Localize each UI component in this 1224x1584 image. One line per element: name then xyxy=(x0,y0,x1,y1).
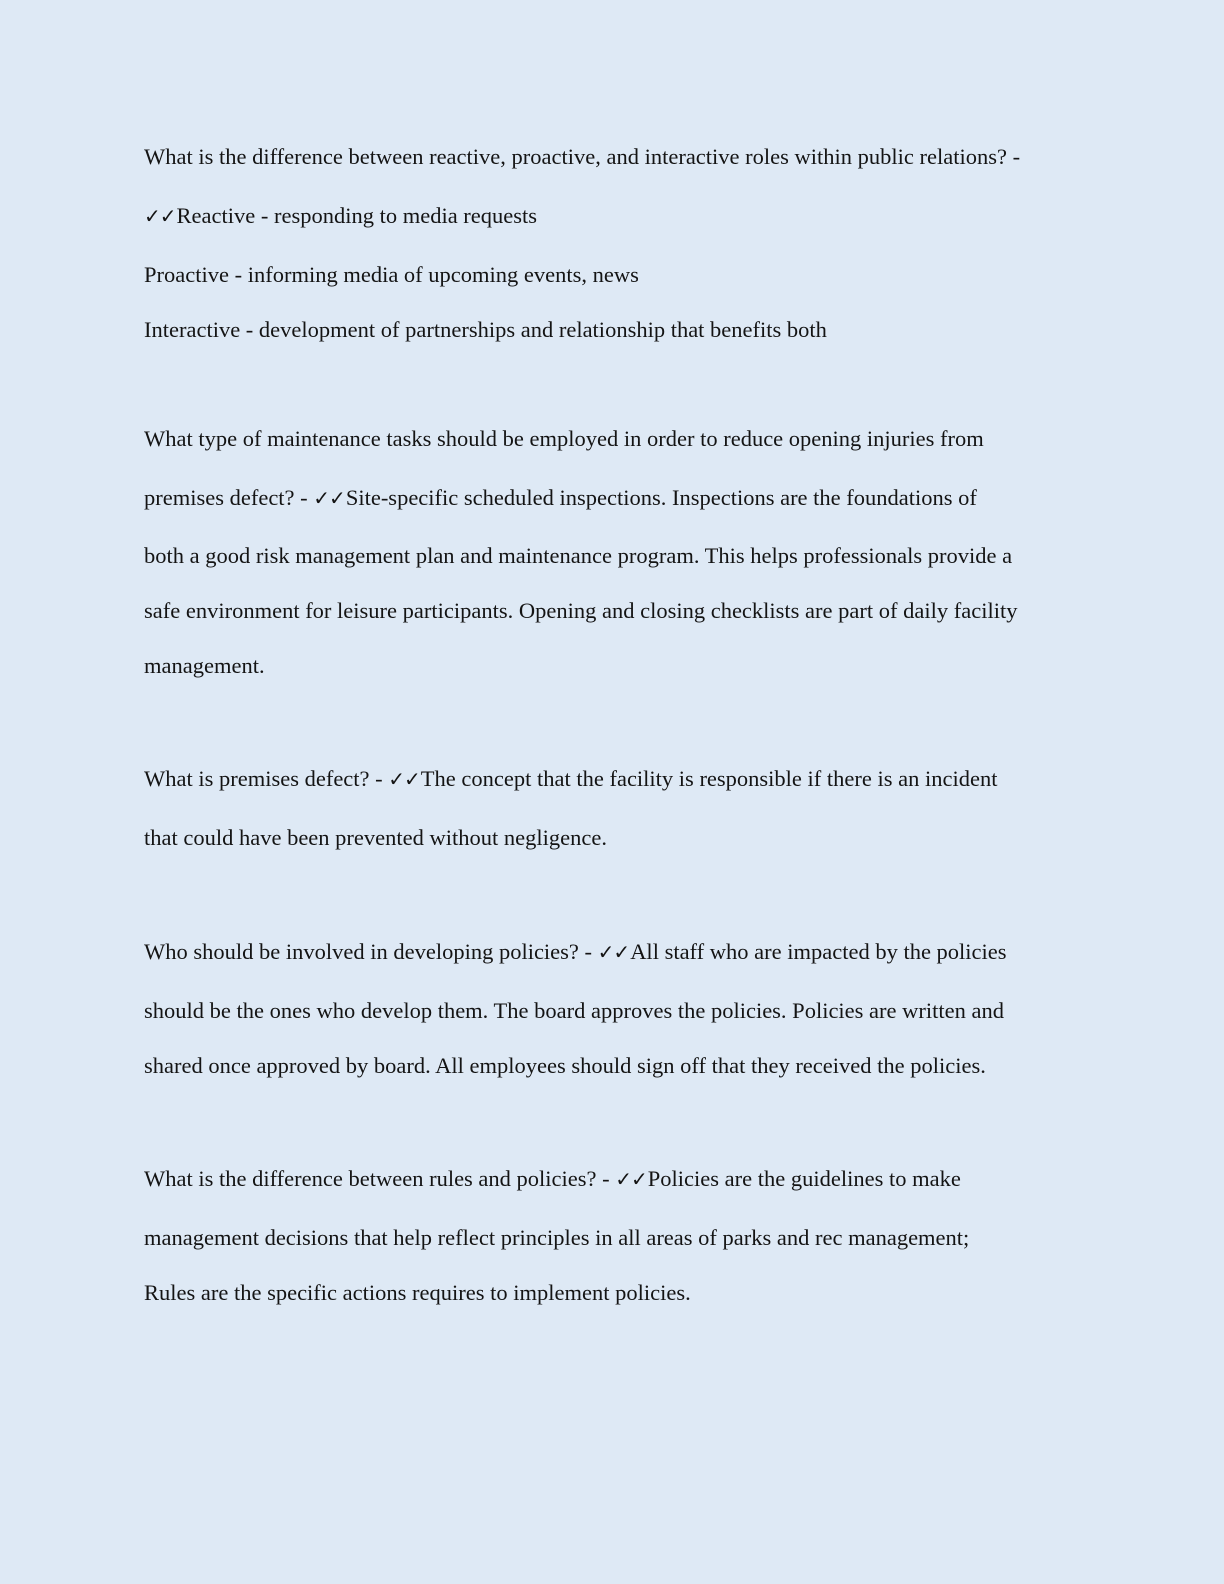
double-check-icon: ✓✓ xyxy=(388,767,420,791)
qa-4-answer-line: shared once approved by board. All employees should sign off that they received the policies. xyxy=(144,1053,986,1078)
qa-2-question-line: premises defect? - ✓✓Site-specific scheduled inspections. Inspections are the foundations of xyxy=(144,485,977,510)
qa-1-answer-line: ✓✓Reactive - responding to media requests xyxy=(144,203,538,228)
qa-3-answer-line: that could have been prevented without negligence. xyxy=(144,825,607,850)
qa-5-question-line: What is the difference between rules and policies? - ✓✓Policies are the guidelines to make xyxy=(144,1166,961,1191)
qa-3-question-line: What is premises defect? - ✓✓The concept that the facility is responsible if there is an incident xyxy=(144,766,998,791)
double-check-icon: ✓✓ xyxy=(144,204,176,228)
qa-2-question-line: What type of maintenance tasks should be employed in order to reduce opening injuries from xyxy=(144,426,984,451)
qa-1-answer-line: Interactive - development of partnerships and relationship that benefits both xyxy=(144,317,827,342)
double-check-icon: ✓✓ xyxy=(615,1167,647,1191)
qa-2-answer-line: both a good risk management plan and maintenance program. This helps professionals provide a xyxy=(144,543,1013,568)
qa-2-answer-line: management. xyxy=(144,653,265,678)
double-check-icon: ✓✓ xyxy=(313,486,345,510)
qa-1-question-line: What is the difference between reactive, proactive, and interactive roles within public relations? - xyxy=(144,144,1021,169)
qa-5-answer-line: management decisions that help reflect principles in all areas of parks and rec management; xyxy=(144,1225,970,1250)
qa-4-answer-line: should be the ones who develop them. The board approves the policies. Policies are written and xyxy=(144,998,1004,1023)
qa-2-answer-line: safe environment for leisure participants. Opening and closing checklists are part of daily facility xyxy=(144,598,1018,623)
qa-1-answer-line: Proactive - informing media of upcoming events, news xyxy=(144,262,639,287)
qa-4-question-line: Who should be involved in developing policies? - ✓✓All staff who are impacted by the policies xyxy=(144,939,1007,964)
qa-5-answer-line: Rules are the specific actions requires to implement policies. xyxy=(144,1280,691,1305)
double-check-icon: ✓✓ xyxy=(597,940,630,964)
